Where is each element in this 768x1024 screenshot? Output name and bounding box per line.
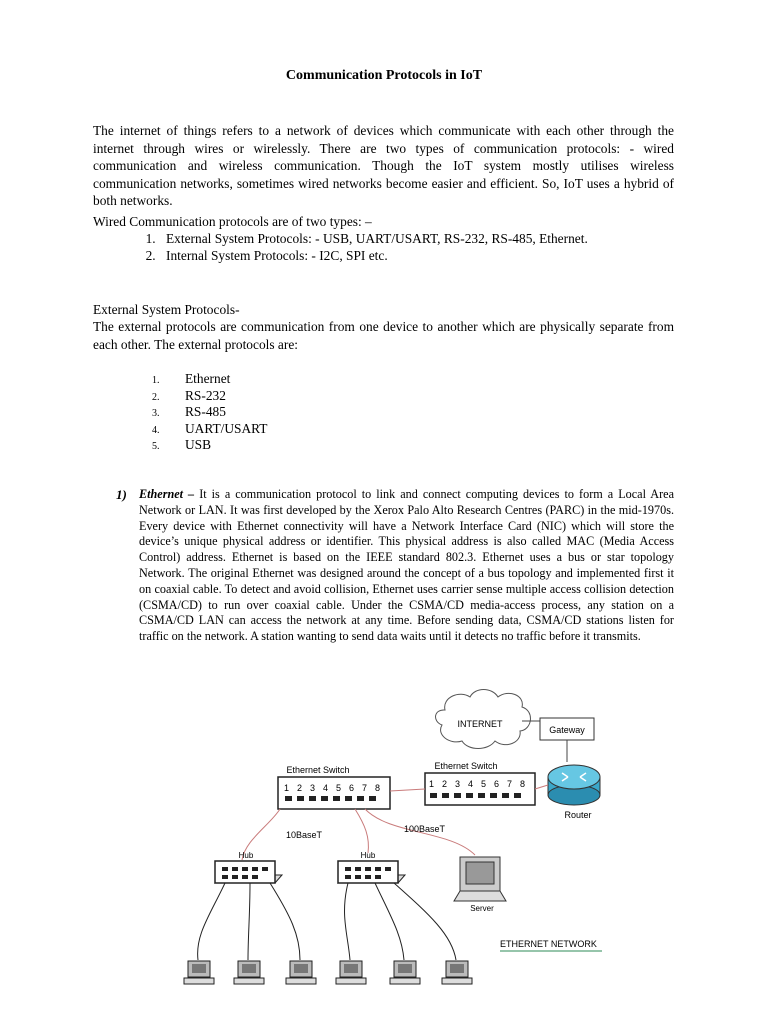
router-label: Router — [564, 810, 592, 820]
workstation-icon — [184, 961, 214, 984]
page-title: Communication Protocols in IoT — [285, 68, 483, 83]
switch-2-label: Ethernet Switch — [434, 761, 498, 771]
workstation-icon — [286, 961, 316, 984]
server-icon — [454, 857, 506, 901]
link-100baset-label: 100BaseT — [404, 824, 446, 834]
switch-1-ports: 1 2 3 4 5 6 7 8 — [284, 783, 380, 793]
list-item: 1. Ethernet — [162, 371, 267, 388]
hub-1-label: Hub — [238, 851, 254, 860]
list-item: 2. RS-232 — [162, 388, 267, 405]
switch-1-label: Ethernet Switch — [286, 765, 350, 775]
ethernet-switch-1 — [278, 777, 390, 809]
list-item: 3. RS-485 — [162, 404, 267, 421]
router-icon — [548, 765, 600, 805]
ethernet-number: 1) — [116, 487, 127, 502]
external-description: The external protocols are communication from one device to another which are physically separate from each other. The external protocols are: — [93, 319, 674, 352]
wired-intro: Wired Communication protocols are of two types: – — [93, 214, 372, 229]
ethernet-network-diagram — [170, 685, 620, 1015]
internet-label: INTERNET — [457, 719, 503, 729]
ethernet-paragraph — [139, 487, 674, 645]
workstation-icon — [390, 961, 420, 984]
diagram-caption: ETHERNET NETWORK — [500, 939, 597, 949]
list-item: 1. External System Protocols: - USB, UART/USART, RS-232, RS-485, Ethernet. — [159, 231, 701, 248]
hub-1 — [215, 861, 282, 883]
external-protocols-list — [132, 371, 267, 454]
switch-2-ports: 1 2 3 4 5 6 7 8 — [429, 779, 525, 789]
workstation-icon — [442, 961, 472, 984]
list-item: 2. Internal System Protocols: - I2C, SPI etc. — [159, 248, 701, 265]
hub-2 — [338, 861, 405, 883]
external-heading: External System Protocols- — [93, 302, 240, 317]
server-label: Server — [470, 904, 494, 913]
list-item: 4. UART/USART — [162, 421, 267, 438]
ethernet-switch-2 — [425, 773, 535, 805]
link-10baset-label: 10BaseT — [286, 830, 323, 840]
workstation-icon — [336, 961, 366, 984]
list-item: 5. USB — [162, 437, 267, 454]
gateway-label: Gateway — [549, 725, 585, 735]
workstation-icon — [234, 961, 264, 984]
intro-paragraph: The internet of things refers to a network of devices which communicate with each other through the internet through wires or wirelessly. There are two types of communication protocols: - wired communication and wireless communication. Though the IoT system mostly utilises wireless communication networks, sometimes wired networks become easier and efficient. So, IoT uses a hybrid of both networks. — [93, 123, 674, 208]
wired-types-list — [132, 231, 701, 264]
ethernet-text: It is a communication protocol to link and connect computing devices to form a Local Area Network or LAN. It was first developed by the Xerox Palo Alto Research Centres (PARC) in the mid-1970s. Every device with Ethernet connectivity will have a Network Interface Card (NIC) which will store the device’s unique physical address or identifier. This physical address is also called MAC (Media Access Control) address. Ethernet is based on the IEEE standard 802.3. Ethernet uses a bus or star topology Network. The original Ethernet was designed around the concept of a bus topology and implemented first it on coaxial cable. To detect and avoid collision, Ethernet uses carrier sense multiple access collision detection (CSMA/CD) to run over coaxial cable. Under the CSMA/CD media-access process, any station on a CSMA/CD LAN can access the network at any time. Before sending data, CSMA/CD stations listen for traffic on the network. A station wanting to send data waits until it detects no traffic before it transmits. — [139, 487, 674, 644]
hub-2-label: Hub — [360, 851, 376, 860]
ethernet-term: Ethernet – — [139, 487, 195, 501]
